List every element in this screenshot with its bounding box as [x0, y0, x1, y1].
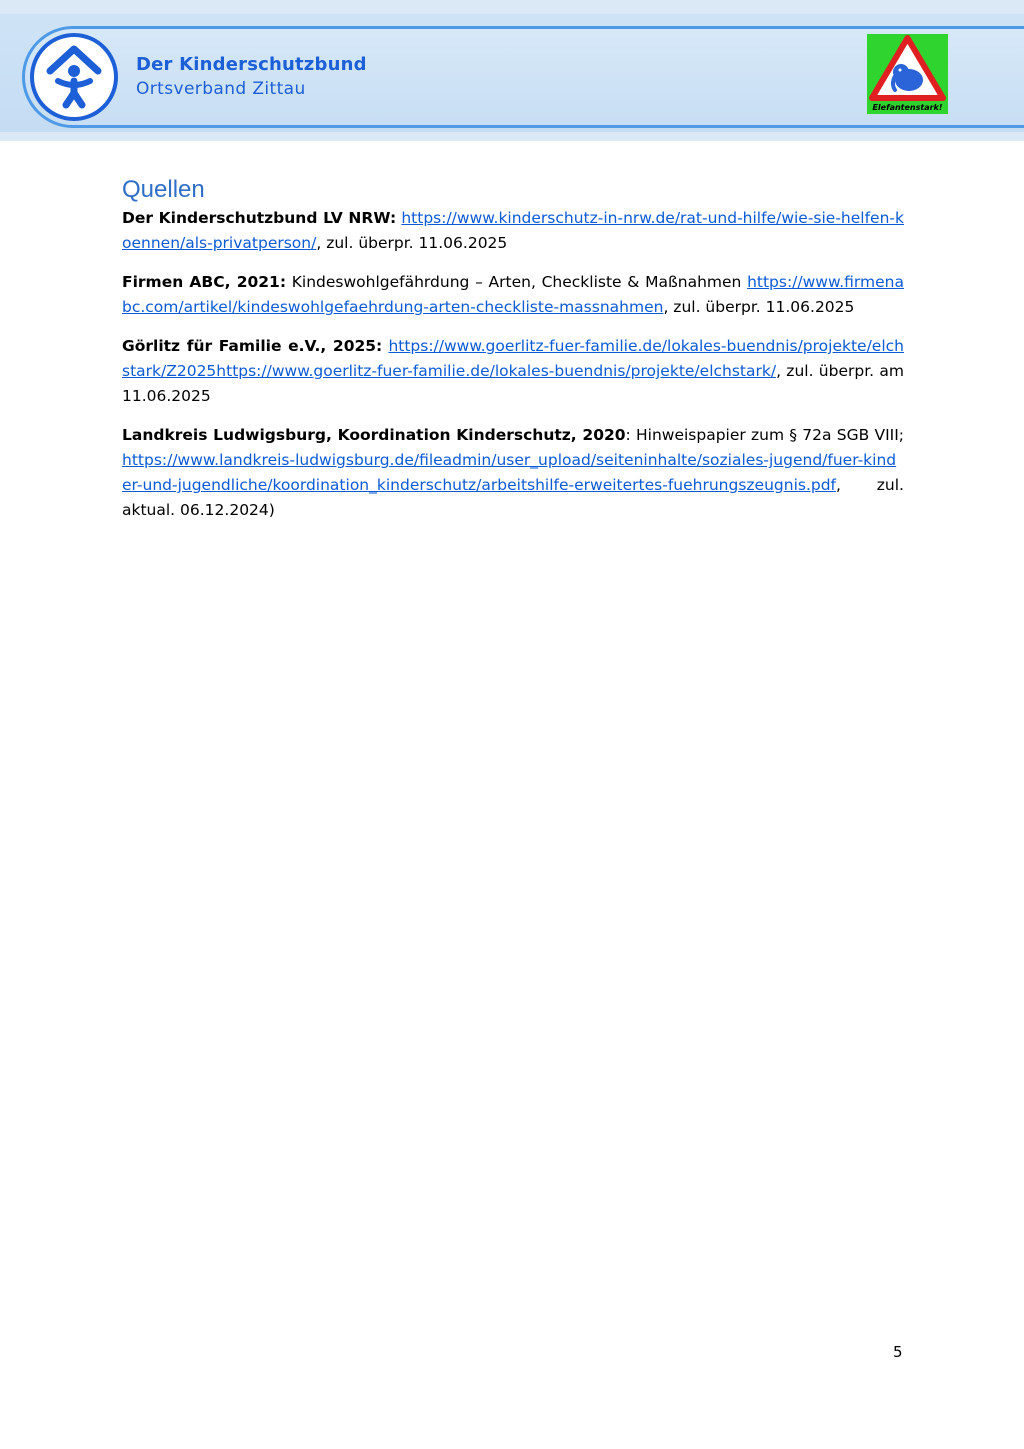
page-header	[0, 0, 1024, 141]
badge-label: Elefantenstark!	[872, 103, 943, 112]
warning-elephant-icon	[867, 34, 948, 104]
kinderschutzbund-logo-icon	[28, 31, 120, 123]
reference-link[interactable]: https://www.kinderschutz-in-nrw.de/rat-und-hilfe/wie-sie-helfen-koennen/als-privatperson/	[122, 209, 904, 252]
page-number: 5	[893, 1343, 903, 1361]
reference-note: , zul. überpr. 11.06.2025	[316, 234, 508, 252]
org-name: Der Kinderschutzbund	[136, 54, 367, 75]
sources-section	[122, 174, 904, 537]
reference-note: , zul. überpr. am 11.06.2025	[122, 362, 904, 405]
reference-item	[122, 206, 904, 256]
reference-link[interactable]: https://www.landkreis-ludwigsburg.de/fileadmin/user_upload/seiteninhalte/soziales-jugend/fuer-kinder-und-jugendliche/koordination_kinderschutz/arbeitshilfe-erweitertes-fuehrungszeugnis.pdf	[122, 451, 897, 494]
reference-author: Görlitz für Familie e.V., 2025:	[122, 337, 383, 355]
reference-item	[122, 423, 904, 523]
reference-text: : Hinweispapier zum § 72a SGB VIII;	[625, 426, 905, 444]
section-title: Quellen	[122, 176, 205, 203]
reference-link[interactable]: https://www.firmenabc.com/artikel/kindeswohlgefaehrdung-arten-checkliste-massnahmen	[122, 273, 904, 316]
reference-item	[122, 334, 904, 409]
reference-author: Der Kinderschutzbund LV NRW:	[122, 209, 397, 227]
reference-link[interactable]: https://www.goerlitz-fuer-familie.de/lokales-buendnis/projekte/elchstark/Z2025https://www.goerlitz-fuer-familie.de/lokales-buendnis/projekte/elchstark/	[122, 337, 904, 380]
reference-item	[122, 270, 904, 320]
reference-author: Landkreis Ludwigsburg, Koordination Kinderschutz, 2020	[122, 426, 626, 444]
elefantenstark-badge	[867, 34, 948, 114]
org-subtitle: Ortsverband Zittau	[136, 79, 306, 99]
reference-text: Kindeswohlgefährdung – Arten, Checkliste & Maßnahmen	[286, 273, 748, 291]
reference-note: , zul. aktual. 06.12.2024)	[122, 476, 904, 519]
reference-note: , zul. überpr. 11.06.2025	[663, 298, 855, 316]
reference-author: Firmen ABC, 2021:	[122, 273, 287, 291]
